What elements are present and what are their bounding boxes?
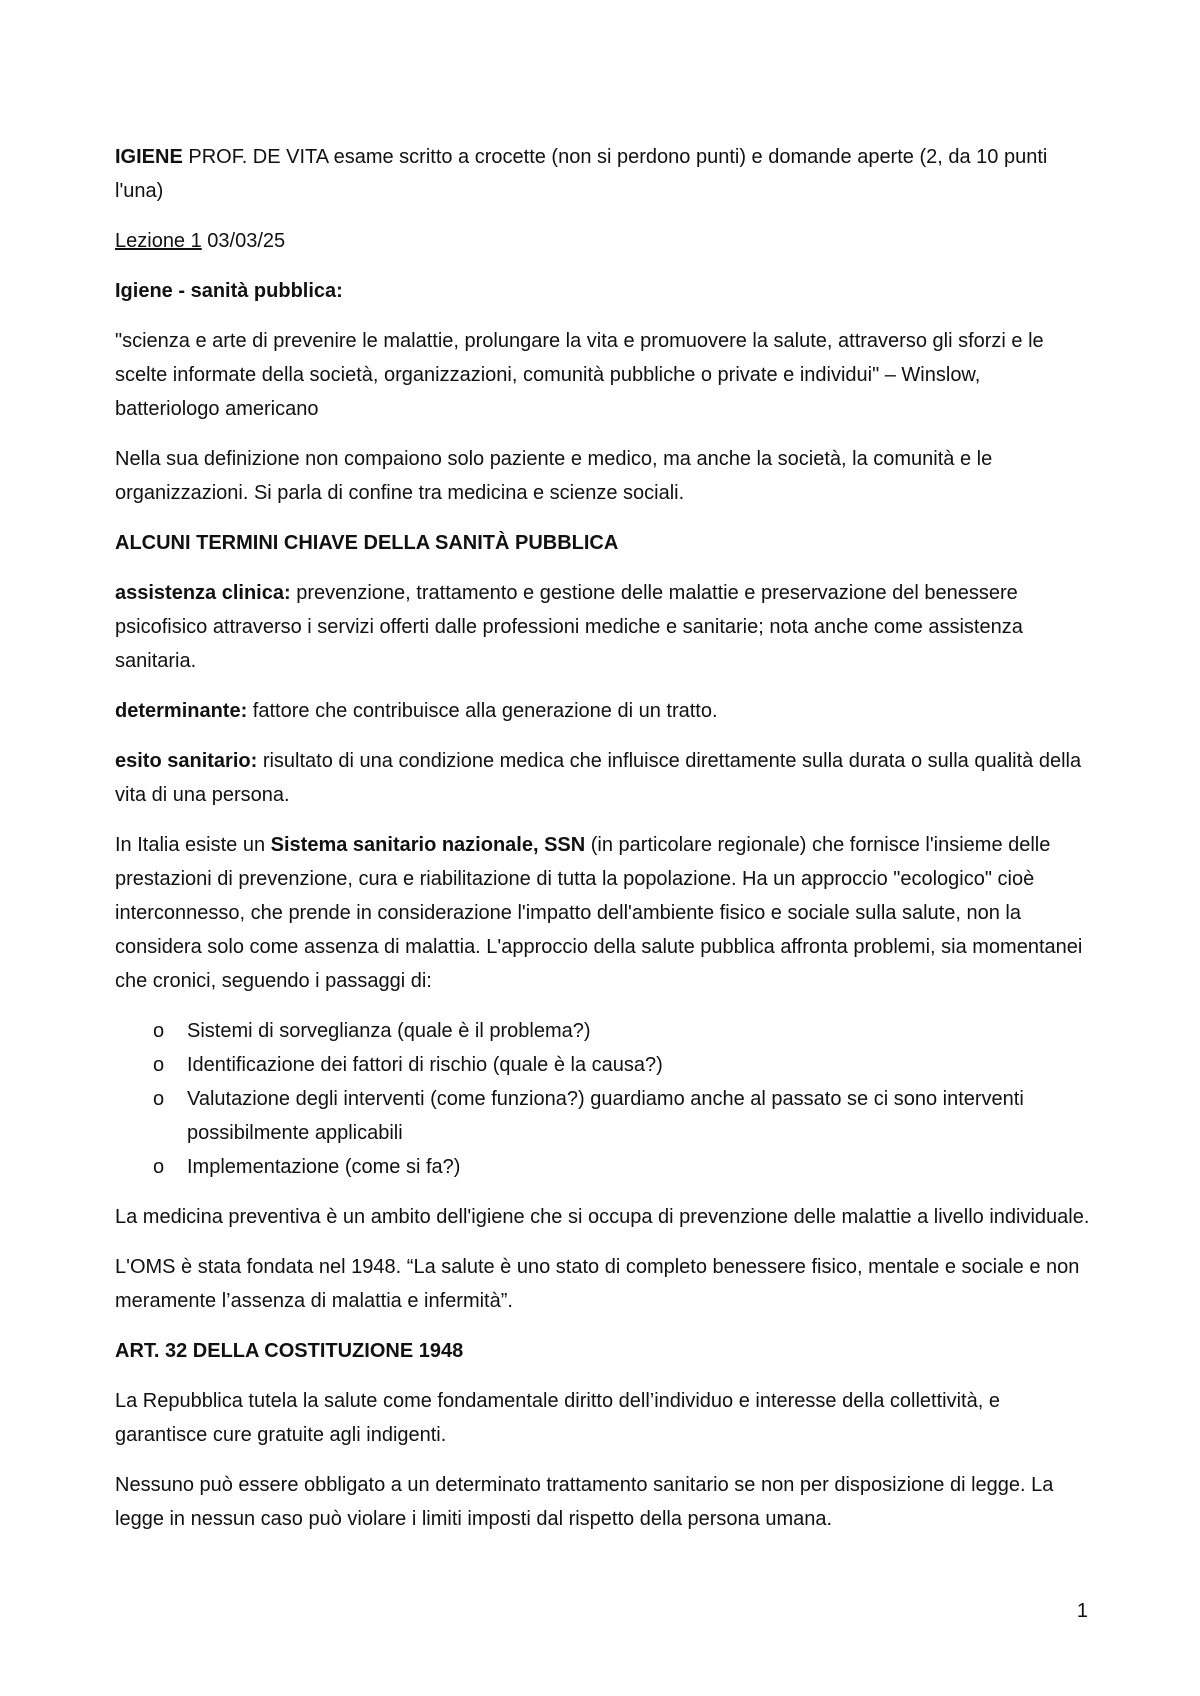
lesson-date: 03/03/25 <box>201 230 286 252</box>
section-heading-igiene: Igiene - sanità pubblica: <box>115 280 343 302</box>
exam-info: PROF. DE VITA esame scritto a crocette (non si perdono punti) e domande aperte (2, da 10 punti l'una) <box>115 146 1048 202</box>
list-item: o Identificazione dei fattori di rischio (quale è la causa?) <box>153 1048 1090 1082</box>
definition-note: Nella sua definizione non compaiono solo paziente e medico, ma anche la società, la comunità e le organizzazioni. Si parla di confine tra medicina e scienze sociali. <box>115 448 993 504</box>
header-line <box>115 140 1090 208</box>
public-health-steps-list <box>115 1014 1090 1184</box>
term-label: determinante: <box>115 700 248 722</box>
list-item: o Implementazione (come si fa?) <box>153 1150 1090 1184</box>
preventive-medicine-paragraph: La medicina preventiva è un ambito dell'igiene che si occupa di prevenzione delle malattie a livello individuale. <box>115 1206 1090 1228</box>
term-determinante <box>115 694 1090 728</box>
circle-bullet-icon: o <box>153 1054 165 1076</box>
art32-paragraph-2: Nessuno può essere obbligato a un determinato trattamento sanitario se non per disposizione di legge. La legge in nessun caso può violare i limiti imposti dal rispetto della persona umana. <box>115 1474 1054 1530</box>
circle-bullet-icon: o <box>153 1088 165 1110</box>
art32-paragraph-1: La Repubblica tutela la salute come fondamentale diritto dell’individuo e interesse della collettività, e garantisce cure gratuite agli indigenti. <box>115 1390 1000 1446</box>
page-number: 1 <box>1076 1600 1088 1622</box>
section-heading-termini: ALCUNI TERMINI CHIAVE DELLA SANITÀ PUBBLICA <box>115 532 619 554</box>
list-item: o Sistemi di sorveglianza (quale è il problema?) <box>153 1014 1090 1048</box>
circle-bullet-icon: o <box>153 1156 165 1178</box>
list-item: o Valutazione degli interventi (come funziona?) guardiamo anche al passato se ci sono interventi possibilmente applicabili <box>153 1082 1090 1150</box>
term-label: esito sanitario: <box>115 750 258 772</box>
section-heading-art32: ART. 32 DELLA COSTITUZIONE 1948 <box>115 1340 464 1362</box>
term-definition: risultato di una condizione medica che influisce direttamente sulla durata o sulla qualità della vita di una persona. <box>115 750 1082 806</box>
course-title: IGIENE <box>115 146 183 168</box>
term-definition: prevenzione, trattamento e gestione delle malattie e preservazione del benessere psicofisico attraverso i servizi offerti dalle professioni mediche e sanitarie; nota anche come assistenza sanitaria. <box>115 582 1023 672</box>
term-definition: fattore che contribuisce alla generazione di un tratto. <box>247 700 718 722</box>
ssn-name: Sistema sanitario nazionale, SSN <box>270 834 586 856</box>
term-esito-sanitario <box>115 744 1090 812</box>
oms-paragraph: L'OMS è stata fondata nel 1948. “La salute è uno stato di completo benessere fisico, mentale e sociale e non meramente l’assenza di malattia e infermità”. <box>115 1256 1080 1312</box>
lesson-line <box>115 224 1090 258</box>
term-assistenza-clinica <box>115 576 1090 678</box>
winslow-quote: "scienza e arte di prevenire le malattie, prolungare la vita e promuovere la salute, attraverso gli sforzi e le scelte informate della società, organizzazioni, comunità pubbliche o private e individui" – Winslow, batteriologo americano <box>115 330 1044 420</box>
lesson-label: Lezione 1 <box>115 230 202 252</box>
term-label: assistenza clinica: <box>115 582 291 604</box>
circle-bullet-icon: o <box>153 1020 165 1042</box>
ssn-paragraph: In Italia esiste un Sistema sanitario nazionale, SSN (in particolare regionale) che fornisce l'insieme delle prestazioni di prevenzione, cura e riabilitazione di tutta la popolazione. Ha un approccio "ecologico" cioè interconnesso, che prende in considerazione l'impatto dell'ambiente fisico e sociale sulla salute, non la considera solo come assenza di malattia. L'approccio della salute pubblica affronta problemi, sia momentanei che cronici, seguendo i passaggi di: <box>115 834 1083 992</box>
